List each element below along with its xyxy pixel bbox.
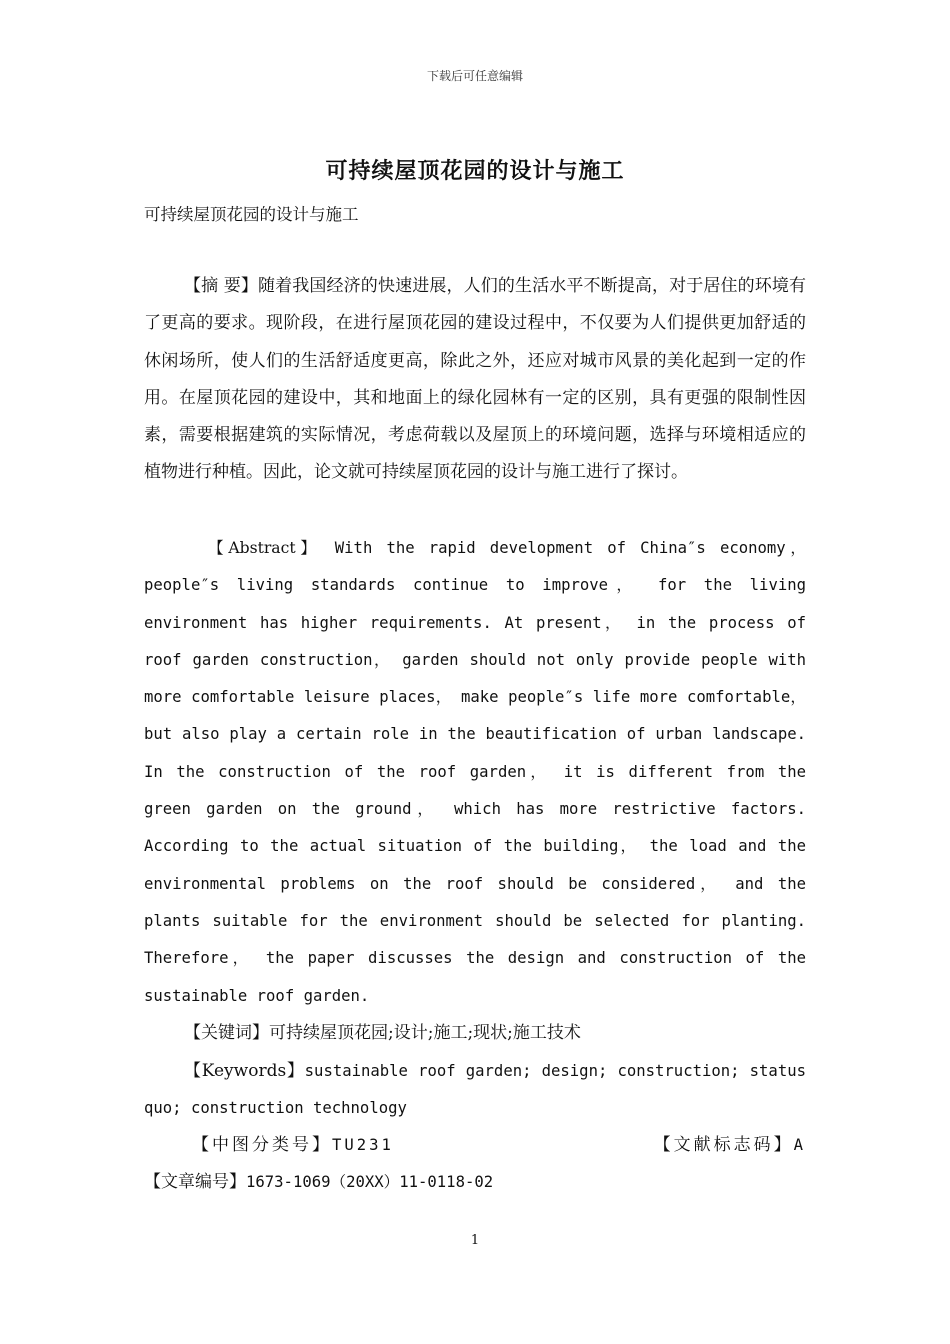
document-subtitle: 可持续屋顶花园的设计与施工: [144, 205, 359, 224]
clc-value: TU231: [332, 1136, 394, 1154]
doc-value: A: [793, 1136, 806, 1154]
abstract-en-text: With the rapid development of China″s economy， people″s living standards continue to improve， for the living environment has higher requirements. At present， in the process of roof garden construction， garden should not only provide people with more comfortable leisure places， make people″s life more comfortable， but also play a certain role in the beautification of urban landscape. In the construction of the roof garden， it is different from the green garden on the ground， which has more restrictive factors. According to the actual situation of the building， the load and the environmental problems on the roof should be considered， and the plants suitable for the environment should be selected for planting. Therefore， the paper discusses the design and construction of the sustainable roof garden.: [144, 539, 806, 1005]
abstract-cn-label: 【摘 要】: [184, 276, 259, 296]
abstract-en-label: 【Abstract】: [208, 539, 321, 557]
keywords-cn-text: 可持续屋顶花园;设计;施工;现状;施工技术: [269, 1023, 581, 1043]
abstract-en: [144, 530, 806, 1015]
keywords-cn: [144, 1015, 806, 1052]
article-number-label: 【文章编号】: [144, 1172, 246, 1192]
page-header: 下载后可任意编辑: [426, 69, 523, 83]
doc-label: 【文献标志码】: [653, 1135, 794, 1155]
keywords-en: [144, 1053, 806, 1128]
article-number: [144, 1164, 493, 1201]
document-title: 可持续屋顶花园的设计与施工: [325, 158, 625, 184]
clc-code: [192, 1127, 394, 1164]
page-number: 1: [470, 1233, 480, 1248]
keywords-cn-label: 【关键词】: [184, 1023, 269, 1043]
clc-label: 【中图分类号】: [192, 1135, 332, 1155]
abstract-cn: [144, 268, 806, 492]
article-number-value: 1673-1069（20XX）11-0118-02: [246, 1173, 494, 1191]
keywords-en-label: 【Keywords】: [184, 1061, 305, 1081]
abstract-cn-text: 随着我国经济的快速进展，人们的生活水平不断提高，对于居住的环境有了更高的要求。现阶段，在进行屋顶花园的建设过程中，不仅要为人们提供更加舒适的休闲场所，使人们的生活舒适度更高，除此之外，还应对城市风景的美化起到一定的作用。在屋顶花园的建设中，其和地面上的绿化园林有一定的区别，具有更强的限制性因素，需要根据建筑的实际情况，考虑荷载以及屋顶上的环境问题，选择与环境相适应的植物进行种植。因此，论文就可持续屋顶花园的设计与施工进行了探讨。: [144, 276, 807, 483]
keywords-en-text: sustainable roof garden; design; construction; status quo; construction technology: [144, 1062, 806, 1118]
doc-code: [654, 1127, 806, 1164]
